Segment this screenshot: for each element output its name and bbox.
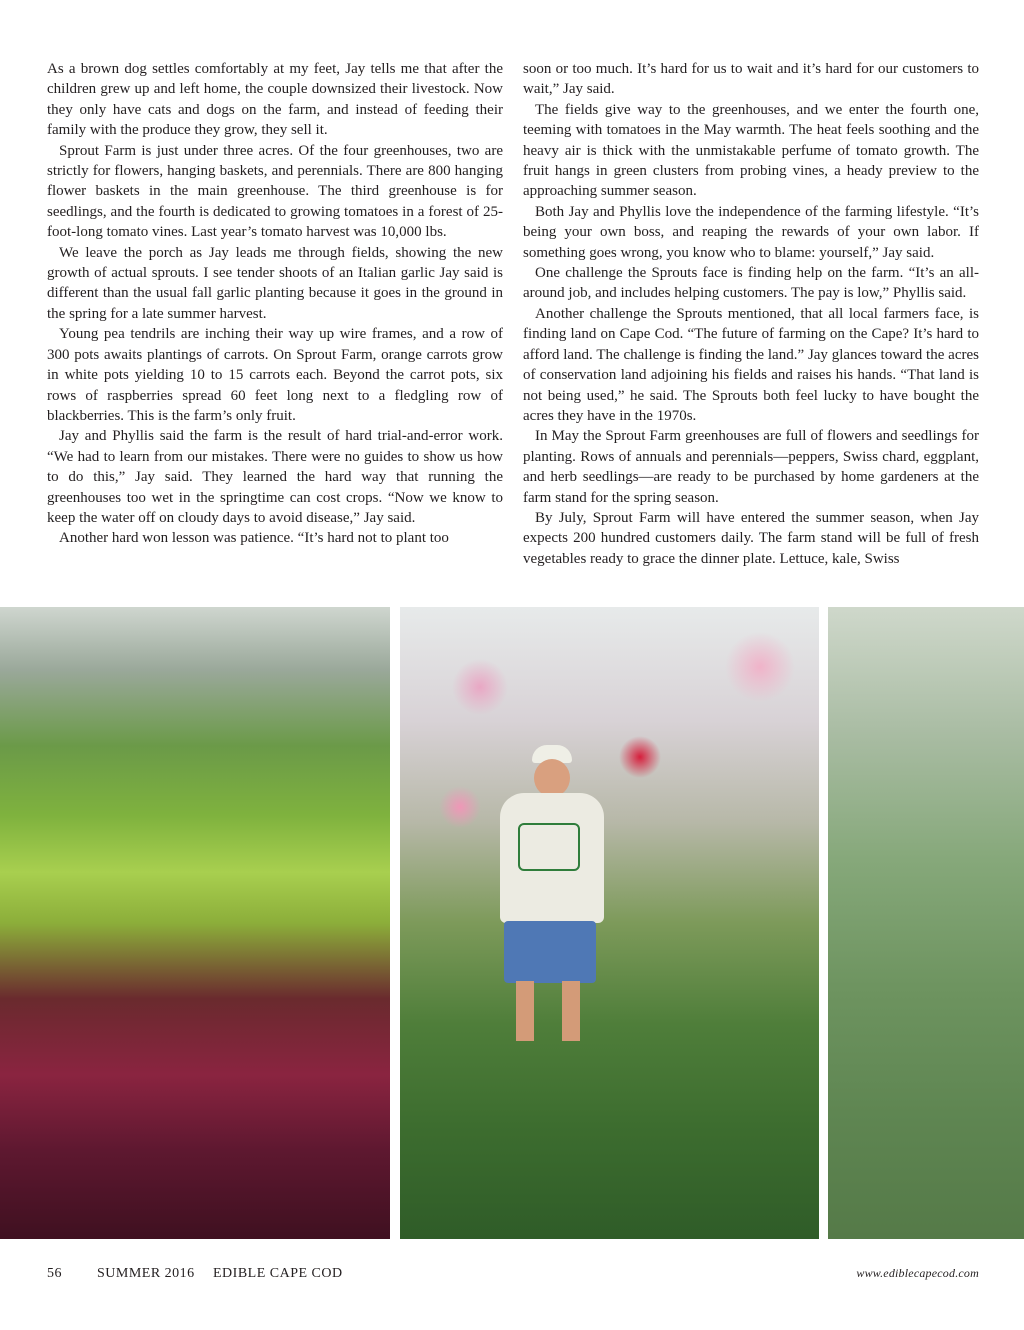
website-link[interactable]: www.ediblecapecod.com (856, 1266, 979, 1280)
leg-shape (562, 981, 580, 1041)
leg-shape (516, 981, 534, 1041)
shirt-logo-shape (518, 823, 580, 871)
paragraph: One challenge the Sprouts face is finding help on the farm. “It’s an all-around job, and includes helping customers. The pay is low,” Phyllis said. (523, 265, 979, 302)
paragraph: Young pea tendrils are inching their way up wire frames, and a row of 300 pots awaits plantings of carrots. On Sprout Farm, orange carrots grow in white pots yielding 10 to 15 carrots each. Beyond the carrot pots, six rows of raspberries spread 60 feet long next to a fledgling row of blackberries. This is the farm’s only fruit. (47, 326, 503, 424)
page-number: 56 (47, 1266, 62, 1281)
farmer-figure (470, 745, 620, 1045)
issue-label: SUMMER 2016 (97, 1266, 195, 1281)
paragraph: Jay and Phyllis said the farm is the result of hard trial-and-error work. “We had to learn from our mistakes. There were no guides to show us how to do this,” Jay said. They learned the hard way that running the greenhouses too wet in the springtime can cost crops. “Now we know to keep the water off on cloudy days to avoid disease,” Jay said. (47, 428, 503, 526)
right-column (523, 59, 979, 594)
paragraph: As a brown dog settles comfortably at my feet, Jay tells me that after the children grew up and left home, the couple downsized their livestock. Now they only have cats and dogs on the farm, and instead of feeding their family with the produce they grow, they sell it. (47, 61, 503, 139)
paragraph: By July, Sprout Farm will have entered the summer season, when Jay expects 200 hundred customers daily. The farm stand will be full of fresh vegetables ready to grace the dinner plate. Lettuce, kale, Swiss (523, 509, 979, 567)
page-footer (47, 1266, 979, 1286)
paragraph: Both Jay and Phyllis love the independence of the farming lifestyle. “It’s being your own boss, and reaping the rewards of your own labor. If something goes wrong, you know who to blame: yourself,” Jay said. (523, 203, 979, 261)
left-column (47, 59, 503, 594)
paragraph: soon or too much. It’s hard for us to wait and it’s hard for our customers to wait,” Jay said. (523, 61, 979, 98)
paragraph: The fields give way to the greenhouses, and we enter the fourth one, teeming with tomatoes in the May warmth. The heat feels soothing and the heavy air is thick with the unmistakable perfume of tomato growth. The fruit hangs in green clusters from probing vines, a heady preview to the approaching summer season. (523, 101, 979, 200)
head-shape (534, 759, 570, 797)
paragraph: Sprout Farm is just under three acres. Of the four greenhouses, two are strictly for flowers, hanging baskets, and perennials. There are 800 hanging flower baskets in the main greenhouse. The third greenhouse is for seedlings, and the fourth is dedicated to growing tomatoes in a forest of 25-foot-long tomato vines. Last year’s tomato harvest was 10,000 lbs. (47, 142, 503, 241)
paragraph: In May the Sprout Farm greenhouses are full of flowers and seedlings for planting. Rows of annuals and perennials—peppers, Swiss chard, eggplant, and herb seedlings—are ready to be purchased by home gardeners at the farm stand for the spring season. (523, 428, 979, 506)
shorts-shape (504, 921, 596, 983)
lettuce-photo (0, 607, 390, 1239)
paragraph: Another hard won lesson was patience. “It’s hard not to plant too (59, 530, 449, 547)
paragraph: Another challenge the Sprouts mentioned, that all local farmers face, is finding land on Cape Cod. “The future of farming on the Cape? It’s hard to afford land. The challenge is finding the land.” Jay glances toward the acres of conservation land adjoining his fields and raises his hands. “That land is not being used,” he said. The Sprouts both feel lucky to have bought the acres they have in the 1970s. (523, 305, 979, 424)
article-body (47, 59, 979, 594)
pea-plant-photo (828, 607, 1024, 1239)
publication-name: EDIBLE CAPE COD (213, 1266, 343, 1281)
paragraph: We leave the porch as Jay leads me through fields, showing the new growth of actual sprouts. I see tender shoots of an Italian garlic Jay said is different than the usual fall garlic planting because it goes in the ground in the spring for a late summer harvest. (47, 244, 503, 322)
